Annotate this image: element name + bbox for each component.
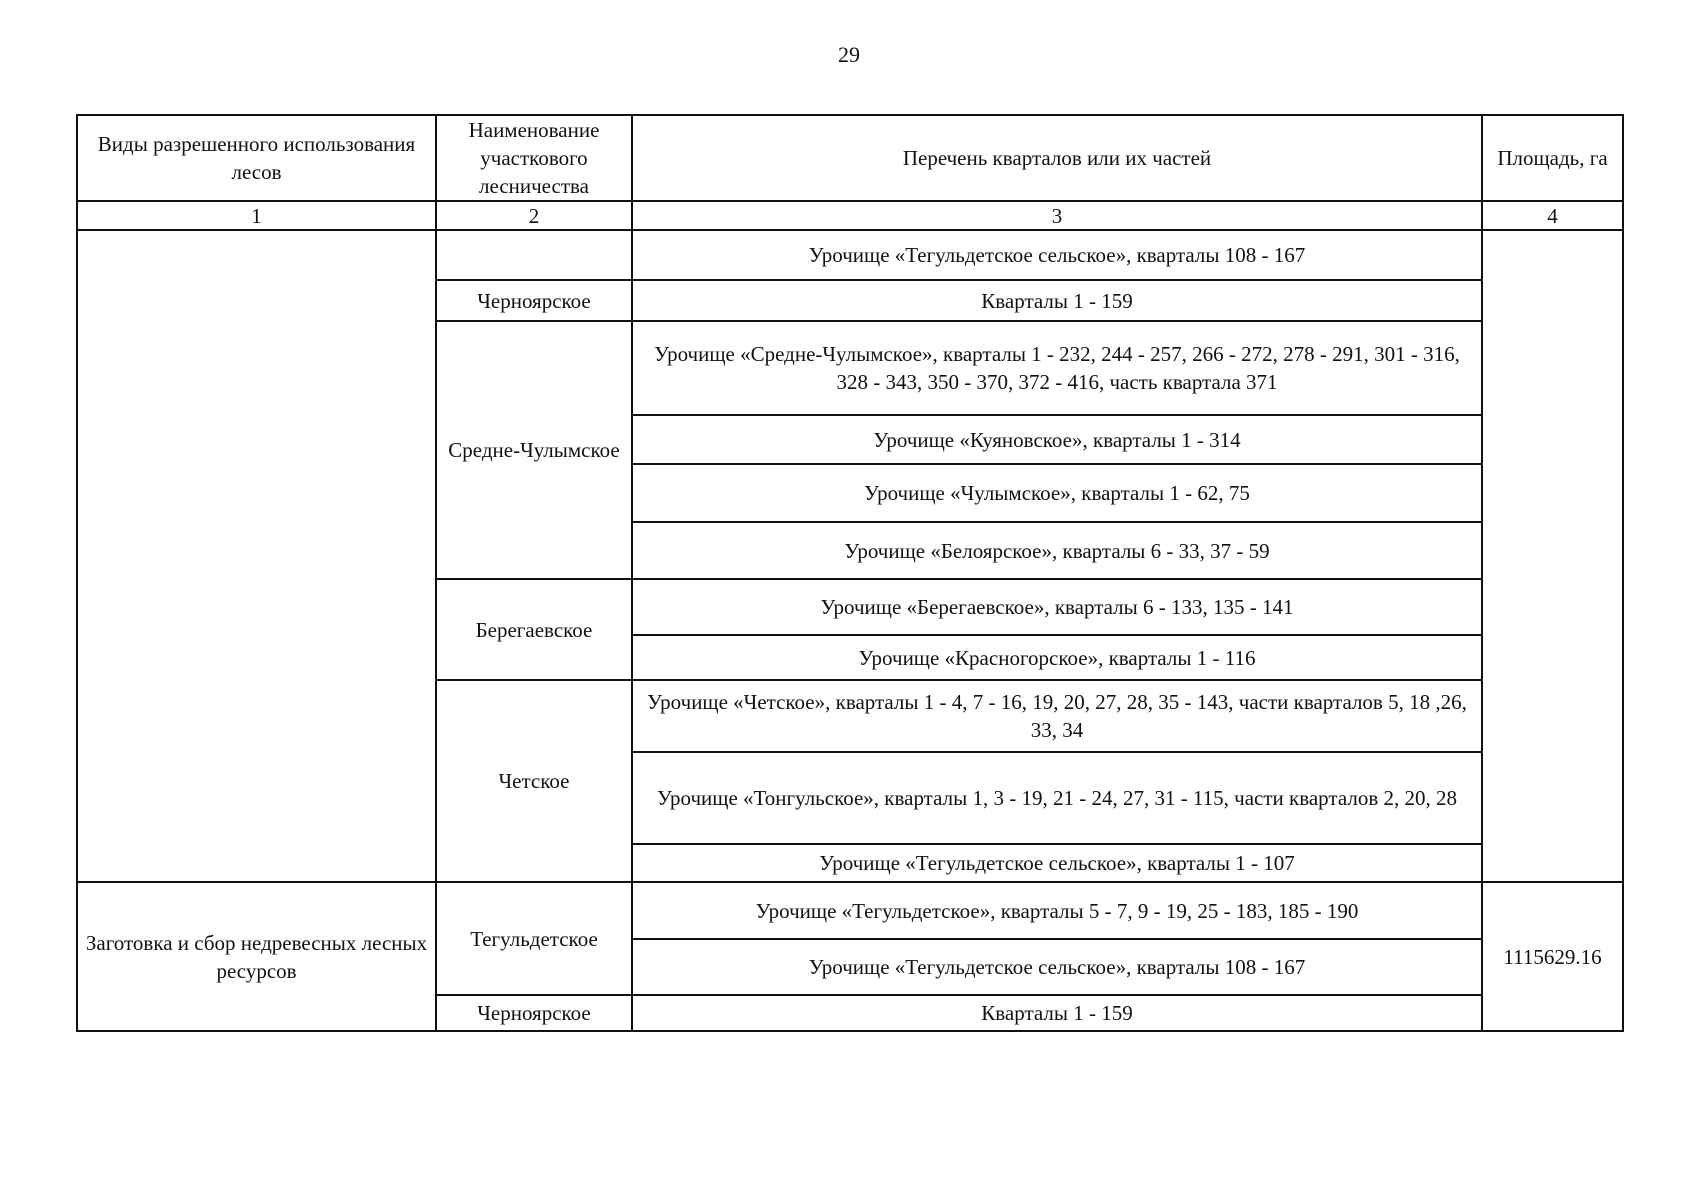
quarters-cell: Урочище «Куяновское», кварталы 1 - 314: [632, 415, 1482, 464]
quarters-cell: Урочище «Красногорское», кварталы 1 - 116: [632, 635, 1482, 680]
forestry-cell-tegul-detskoe: Тегульдетское: [436, 882, 632, 995]
quarters-cell: Урочище «Тегульдетское сельское», кварталы 108 - 167: [632, 939, 1482, 995]
column-number-2: 2: [436, 201, 632, 230]
quarters-cell: Урочище «Белоярское», кварталы 6 - 33, 37 - 59: [632, 522, 1482, 579]
forestry-cell-continued: [436, 230, 632, 280]
forestry-cell-sredne-chulymskoe: Средне-Чулымское: [436, 321, 632, 579]
area-cell-continued: [1482, 230, 1623, 882]
quarters-cell: Урочище «Берегаевское», кварталы 6 - 133, 135 - 141: [632, 579, 1482, 635]
use-type-cell-non-wood-resources: Заготовка и сбор недревесных лесных ресурсов: [77, 882, 436, 1031]
quarters-cell: Кварталы 1 - 159: [632, 280, 1482, 321]
header-quarters-list: Перечень кварталов или их частей: [632, 115, 1482, 201]
area-value-cell: 1115629.16: [1482, 882, 1623, 1031]
header-use-type: Виды разрешенного использования лесов: [77, 115, 436, 201]
page-number: 29: [838, 42, 860, 67]
forestry-cell-beregaevskoe: Берегаевское: [436, 579, 632, 680]
table-row: [77, 230, 1623, 280]
quarters-cell: Урочище «Тегульдетское сельское», кварталы 1 - 107: [632, 844, 1482, 882]
table-header-row: [77, 115, 1623, 201]
forestry-cell-chernoyarskoe: Черноярское: [436, 280, 632, 321]
quarters-cell: Урочище «Тегульдетское сельское», кварталы 108 - 167: [632, 230, 1482, 280]
table-row: [77, 882, 1623, 939]
use-type-cell-continued: [77, 230, 436, 882]
header-forestry-name: Наименование участкового лесничества: [436, 115, 632, 201]
column-number-1: 1: [77, 201, 436, 230]
column-number-4: 4: [1482, 201, 1623, 230]
forest-use-table: [76, 114, 1624, 1032]
header-area: Площадь, га: [1482, 115, 1623, 201]
column-number-3: 3: [632, 201, 1482, 230]
quarters-cell: Урочище «Средне-Чулымское», кварталы 1 - 232, 244 - 257, 266 - 272, 278 - 291, 301 - 316, 328 - 343, 350 - 370, 372 - 416, часть квартала 371: [632, 321, 1482, 415]
quarters-cell: Урочище «Чулымское», кварталы 1 - 62, 75: [632, 464, 1482, 522]
column-number-row: [77, 201, 1623, 230]
quarters-cell: Урочище «Тегульдетское», кварталы 5 - 7, 9 - 19, 25 - 183, 185 - 190: [632, 882, 1482, 939]
quarters-cell: Урочище «Четское», кварталы 1 - 4, 7 - 16, 19, 20, 27, 28, 35 - 143, части кварталов 5, 18 ,26, 33, 34: [632, 680, 1482, 752]
quarters-cell: Урочище «Тонгульское», кварталы 1, 3 - 19, 21 - 24, 27, 31 - 115, части кварталов 2, 20, 28: [632, 752, 1482, 844]
forestry-cell-chetskoe: Четское: [436, 680, 632, 882]
quarters-cell: Кварталы 1 - 159: [632, 995, 1482, 1031]
forestry-cell-chernoyarskoe: Черноярское: [436, 995, 632, 1031]
